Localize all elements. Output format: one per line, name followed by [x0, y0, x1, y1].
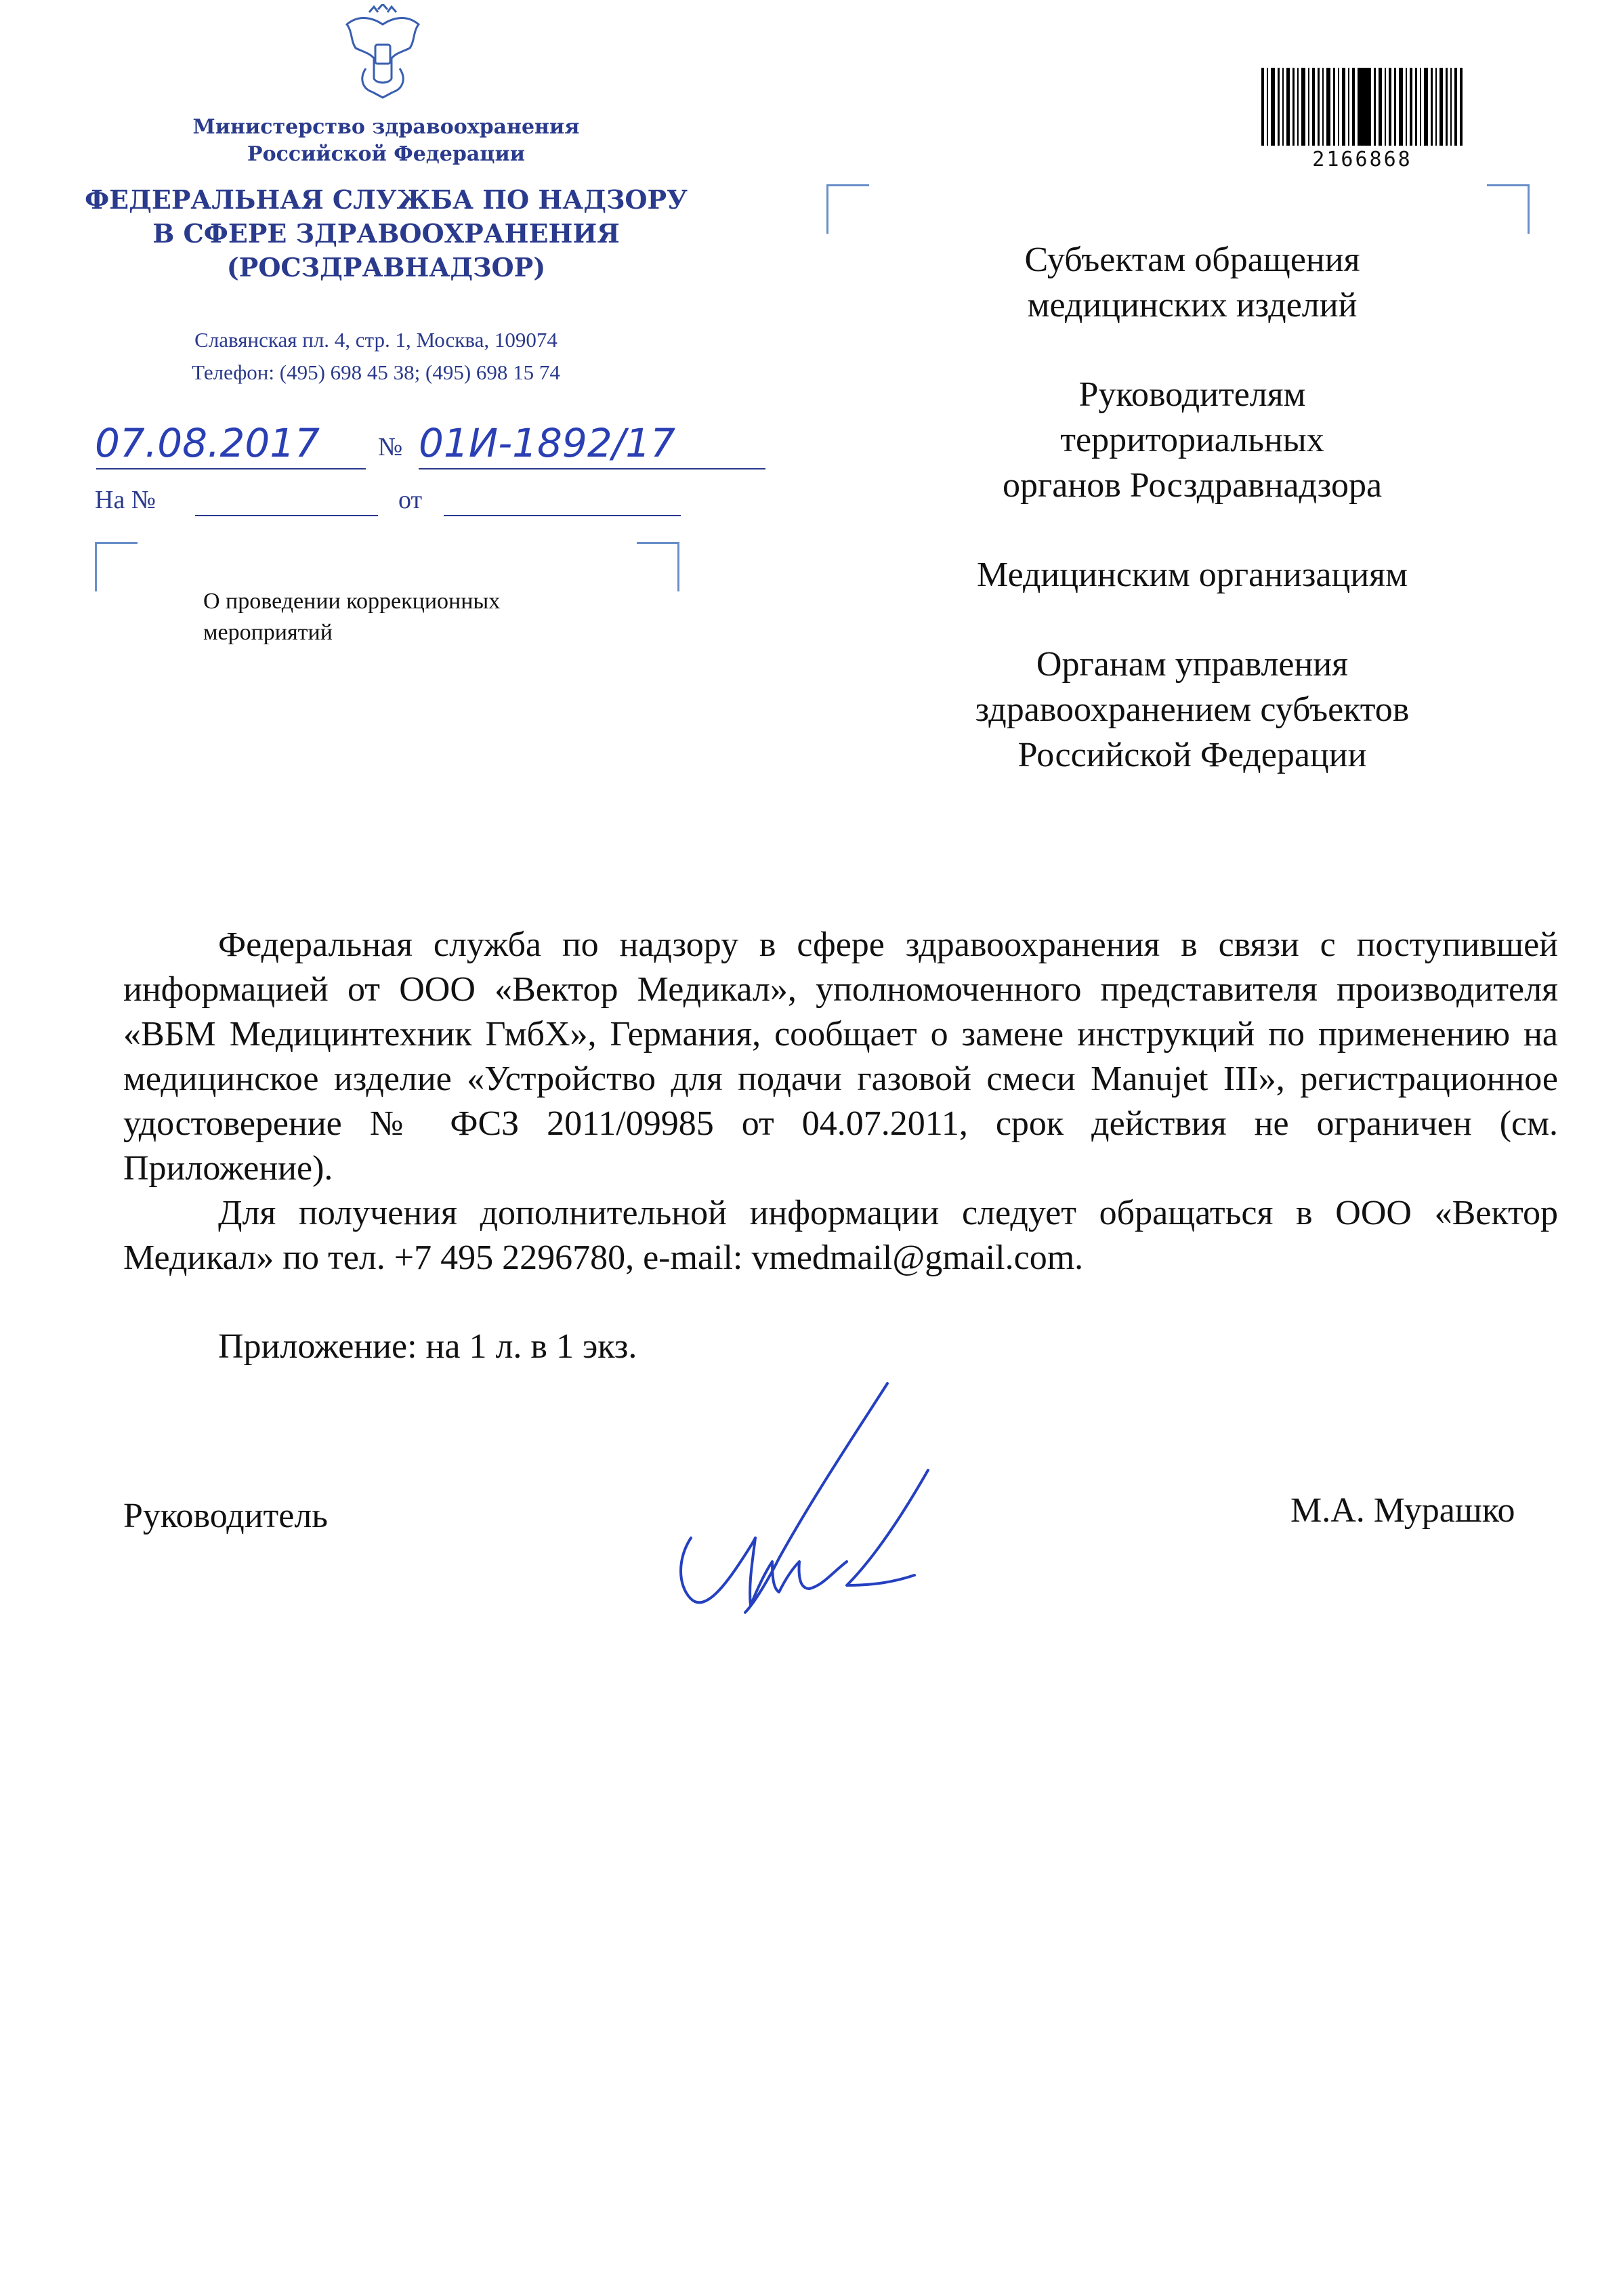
recipient-line: Субъектам обращения: [1024, 241, 1360, 279]
reference-number-blank: [195, 515, 378, 516]
handwritten-signature: [671, 1382, 955, 1640]
service-line-3: (РОСЗДРАВНАДЗОР): [226, 252, 546, 283]
registration-number: 01И-1892/17: [419, 420, 676, 466]
subject-corner-left: [95, 542, 138, 591]
subject-line-1: О проведении коррекционных: [203, 589, 501, 614]
ministry-line-2: Российской Федерации: [247, 142, 525, 166]
recipient-line: Медицинским организациям: [977, 556, 1408, 594]
address-line: Славянская пл. 4, стр. 1, Москва, 109074: [194, 328, 558, 352]
recipient-1: [908, 237, 1477, 328]
registration-line: [95, 412, 799, 480]
attachment-note: Приложение: на 1 л. в 1 экз.: [218, 1327, 637, 1366]
registration-date: 07.08.2017: [95, 420, 320, 466]
reference-number-label: На №: [95, 486, 156, 514]
recipients-block: [908, 237, 1477, 822]
recipient-line: здравоохранением субъектов: [975, 690, 1410, 729]
phone-line: Телефон: (495) 698 45 38; (495) 698 15 74: [192, 360, 560, 384]
recipient-4: [908, 642, 1477, 778]
signatory-name: М.А. Мурашко: [1290, 1491, 1515, 1530]
reference-line: [95, 482, 705, 523]
recipient-line: органов Росздравнадзора: [1002, 466, 1383, 505]
recipient-line: Руководителям: [1078, 375, 1306, 414]
letter-body: [123, 923, 1558, 1280]
body-paragraph-1: Федеральная служба по надзору в сфере здравоохранения в связи с поступившей информацией от ООО «Вектор Медикал», уполномоченного представителя производителя «ВБМ Медицинтехник ГмбХ», Германия, сообщает о замене инструкций по применению на медицинское изделие «Устройство для подачи газовой смеси Manujet III», регистрационное удостоверение № ФСЗ 2011/09985 от 04.07.2011, срок действия не ограничен (см. Приложение).: [123, 925, 1558, 1188]
barcode: [1261, 68, 1463, 146]
barcode-number: 2166868: [1312, 148, 1412, 171]
recipient-2: [908, 372, 1477, 508]
body-paragraph-2: Для получения дополнительной информации следует обращаться в ООО «Вектор Медикал» по тел. +7 495 2296780, e-mail: vmedmail@gmail.com.: [123, 1194, 1558, 1277]
address-corner-right: [1487, 184, 1530, 234]
ministry-line-1: Министерство здравоохранения: [192, 115, 580, 139]
number-sign: №: [378, 433, 403, 461]
reference-date-blank: [444, 515, 681, 516]
address-corner-left: [826, 184, 869, 234]
address-block: [102, 324, 650, 389]
signatory-title: Руководитель: [123, 1497, 328, 1535]
ministry-name: [88, 114, 684, 168]
recipient-line: территориальных: [1060, 421, 1324, 459]
subject-line-2: мероприятий: [203, 620, 333, 645]
reference-date-label: от: [398, 486, 423, 514]
service-line-1: ФЕДЕРАЛЬНАЯ СЛУЖБА ПО НАДЗОРУ: [85, 184, 688, 215]
subject-corner-right: [637, 542, 679, 591]
recipient-line: медицинских изделий: [1027, 286, 1358, 325]
recipient-line: Российской Федерации: [1017, 736, 1367, 774]
service-name: [68, 183, 705, 285]
coat-of-arms-icon: [332, 4, 434, 99]
recipient-line: Органам управления: [1036, 645, 1349, 684]
service-line-2: В СФЕРЕ ЗДРАВООХРАНЕНИЯ: [152, 218, 620, 249]
recipient-3: [908, 552, 1477, 598]
letter-subject: [203, 586, 677, 648]
